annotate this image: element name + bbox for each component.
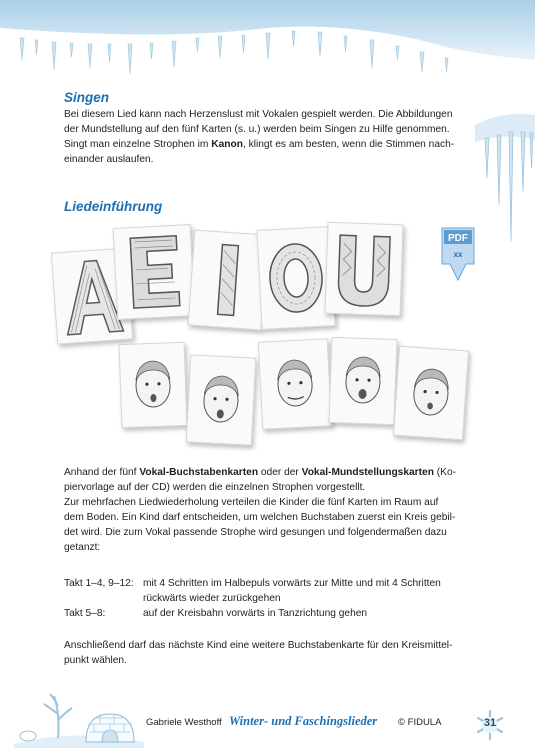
bold-term-buchstabenkarten: Vokal-Buchstabenkarten — [139, 467, 259, 478]
vowel-card-e — [113, 224, 196, 320]
mouth-card-u — [393, 346, 469, 441]
vowel-card-o — [256, 226, 335, 330]
footer-book-title: Winter- und Faschingslieder — [229, 714, 378, 728]
text-line: dem Boden. Ein Kind darf entscheiden, um welchen Buchstaben zuerst ein Kreis gebil- — [64, 512, 456, 523]
text-line: Bei diesem Lied kann nach Herzenslust mit Vokalen gespielt werden. Die Abbildungen — [64, 109, 453, 120]
text-run: Singt man einzelne Strophen im — [64, 139, 212, 150]
footer-publisher: © FIDULA — [398, 717, 442, 728]
text-run: , klingt es am besten, wenn die Stimmen nach- — [242, 139, 455, 150]
takt-instructions — [143, 606, 473, 621]
takt-instructions — [143, 576, 473, 606]
text-run: (Ko- — [433, 467, 457, 478]
section-heading-liedeinfuehrung: Liedeinführung — [64, 199, 163, 214]
page-number-badge — [470, 710, 510, 740]
mouth-card-a — [119, 342, 188, 428]
text-run: Anhand der fünf — [64, 467, 140, 478]
text-line — [64, 137, 477, 152]
text-line: getanzt: — [64, 542, 101, 553]
mouth-card-o — [329, 337, 398, 425]
icicle-side-decoration — [475, 70, 535, 250]
pdf-download-icon[interactable] — [438, 226, 478, 284]
pdf-label: PDF — [448, 233, 468, 244]
page-footer — [0, 710, 535, 750]
takt-label: Takt 5–8: — [64, 608, 106, 619]
page-number: 31 — [483, 717, 497, 729]
text-line: Zur mehrfachen Liedwiederholung verteilen die Kinder die fünf Karten im Raum auf — [64, 497, 439, 508]
intro-paragraph — [64, 465, 477, 555]
footer-author: Gabriele Westhoff — [146, 717, 222, 728]
text-line: punkt wählen. — [64, 655, 127, 666]
takt-row — [64, 606, 477, 621]
singen-paragraph — [64, 107, 477, 167]
igloo-winter-illustration — [14, 684, 144, 748]
text-line: Anschließend darf das nächste Kind eine weitere Buchstabenkarte für den Kreismittel- — [64, 640, 453, 651]
takt-row — [64, 576, 477, 606]
text-line — [64, 465, 477, 480]
pdf-sub-label: xx — [453, 250, 463, 259]
vowel-card-u — [324, 222, 403, 317]
section-heading-singen: Singen — [64, 90, 110, 105]
icicle-header-decoration — [0, 0, 535, 95]
text-line: det wird. Die zum Vokal passende Strophe wird gesungen und folgendermaßen dazu — [64, 527, 447, 538]
text-line: einander auslaufen. — [64, 154, 154, 165]
mouth-card-i — [258, 338, 333, 430]
text-line: rückwärts wieder zurückgehen — [143, 593, 281, 604]
text-line: piervorlage auf der CD) werden die einzelnen Strophen vorgestellt. — [64, 482, 366, 493]
vowel-card-i — [188, 230, 269, 331]
mouth-card-e — [186, 354, 257, 445]
closing-paragraph — [64, 638, 477, 668]
takt-label: Takt 1–4, 9–12: — [64, 578, 134, 589]
text-line: mit 4 Schritten im Halbepuls vorwärts zur Mitte und mit 4 Schritten — [143, 578, 441, 589]
text-line: auf der Kreisbahn vorwärts in Tanzrichtung gehen — [143, 608, 368, 619]
text-line: der Mundstellung auf den fünf Karten (s. u.) werden beim Singen zu Hilfe genommen. — [64, 124, 450, 135]
bold-term-kanon: Kanon — [211, 139, 243, 150]
text-run: oder der — [258, 467, 302, 478]
bold-term-mundstellungskarten: Vokal-Mundstellungskarten — [301, 467, 434, 478]
